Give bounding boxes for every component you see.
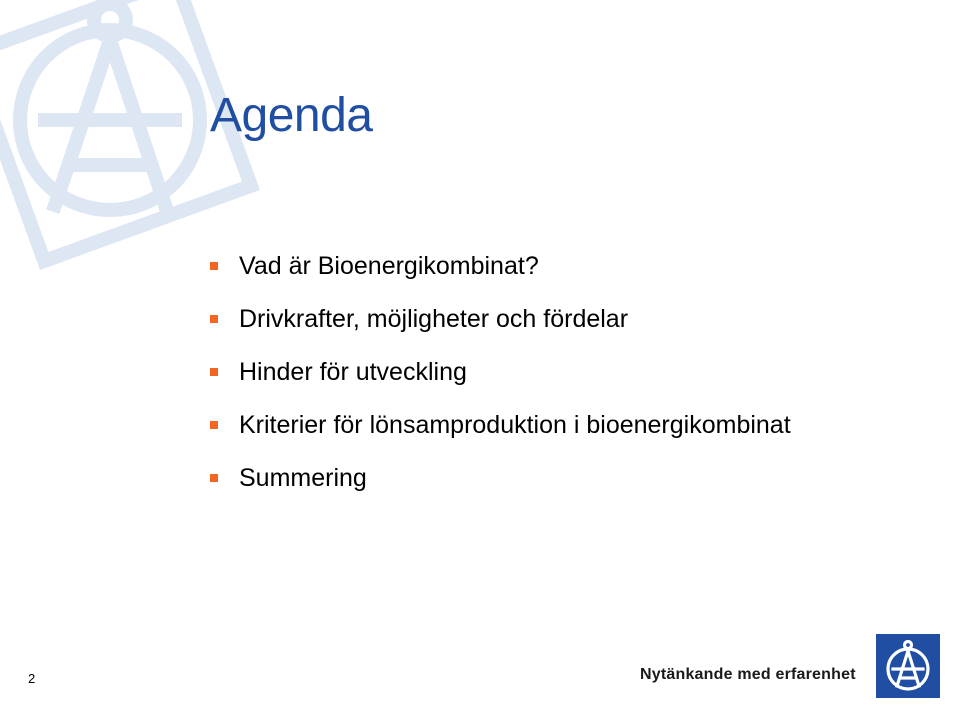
square-bullet-icon [210, 262, 218, 270]
agenda-item-text: Kriterier för lönsamproduktion i bioenergikombinat [239, 411, 791, 439]
company-tagline: Nytänkande med erfarenhet [640, 666, 856, 683]
agenda-item [208, 409, 791, 462]
square-bullet-icon [210, 421, 218, 429]
agenda-list [208, 250, 791, 515]
agenda-item-text: Hinder för utveckling [239, 358, 467, 386]
agenda-item-text: Summering [239, 464, 367, 492]
agenda-item-text: Vad är Bioenergikombinat? [239, 252, 539, 280]
square-bullet-icon [210, 368, 218, 376]
square-bullet-icon [210, 315, 218, 323]
agenda-item [208, 250, 791, 303]
company-emblem-logo-icon [876, 634, 940, 698]
agenda-item-text: Drivkrafter, möjligheter och fördelar [239, 305, 629, 333]
page-number: 2 [28, 671, 36, 686]
agenda-item [208, 356, 791, 409]
agenda-item [208, 462, 791, 515]
agenda-item [208, 303, 791, 356]
square-bullet-icon [210, 474, 218, 482]
slide-title: Agenda [210, 89, 373, 142]
